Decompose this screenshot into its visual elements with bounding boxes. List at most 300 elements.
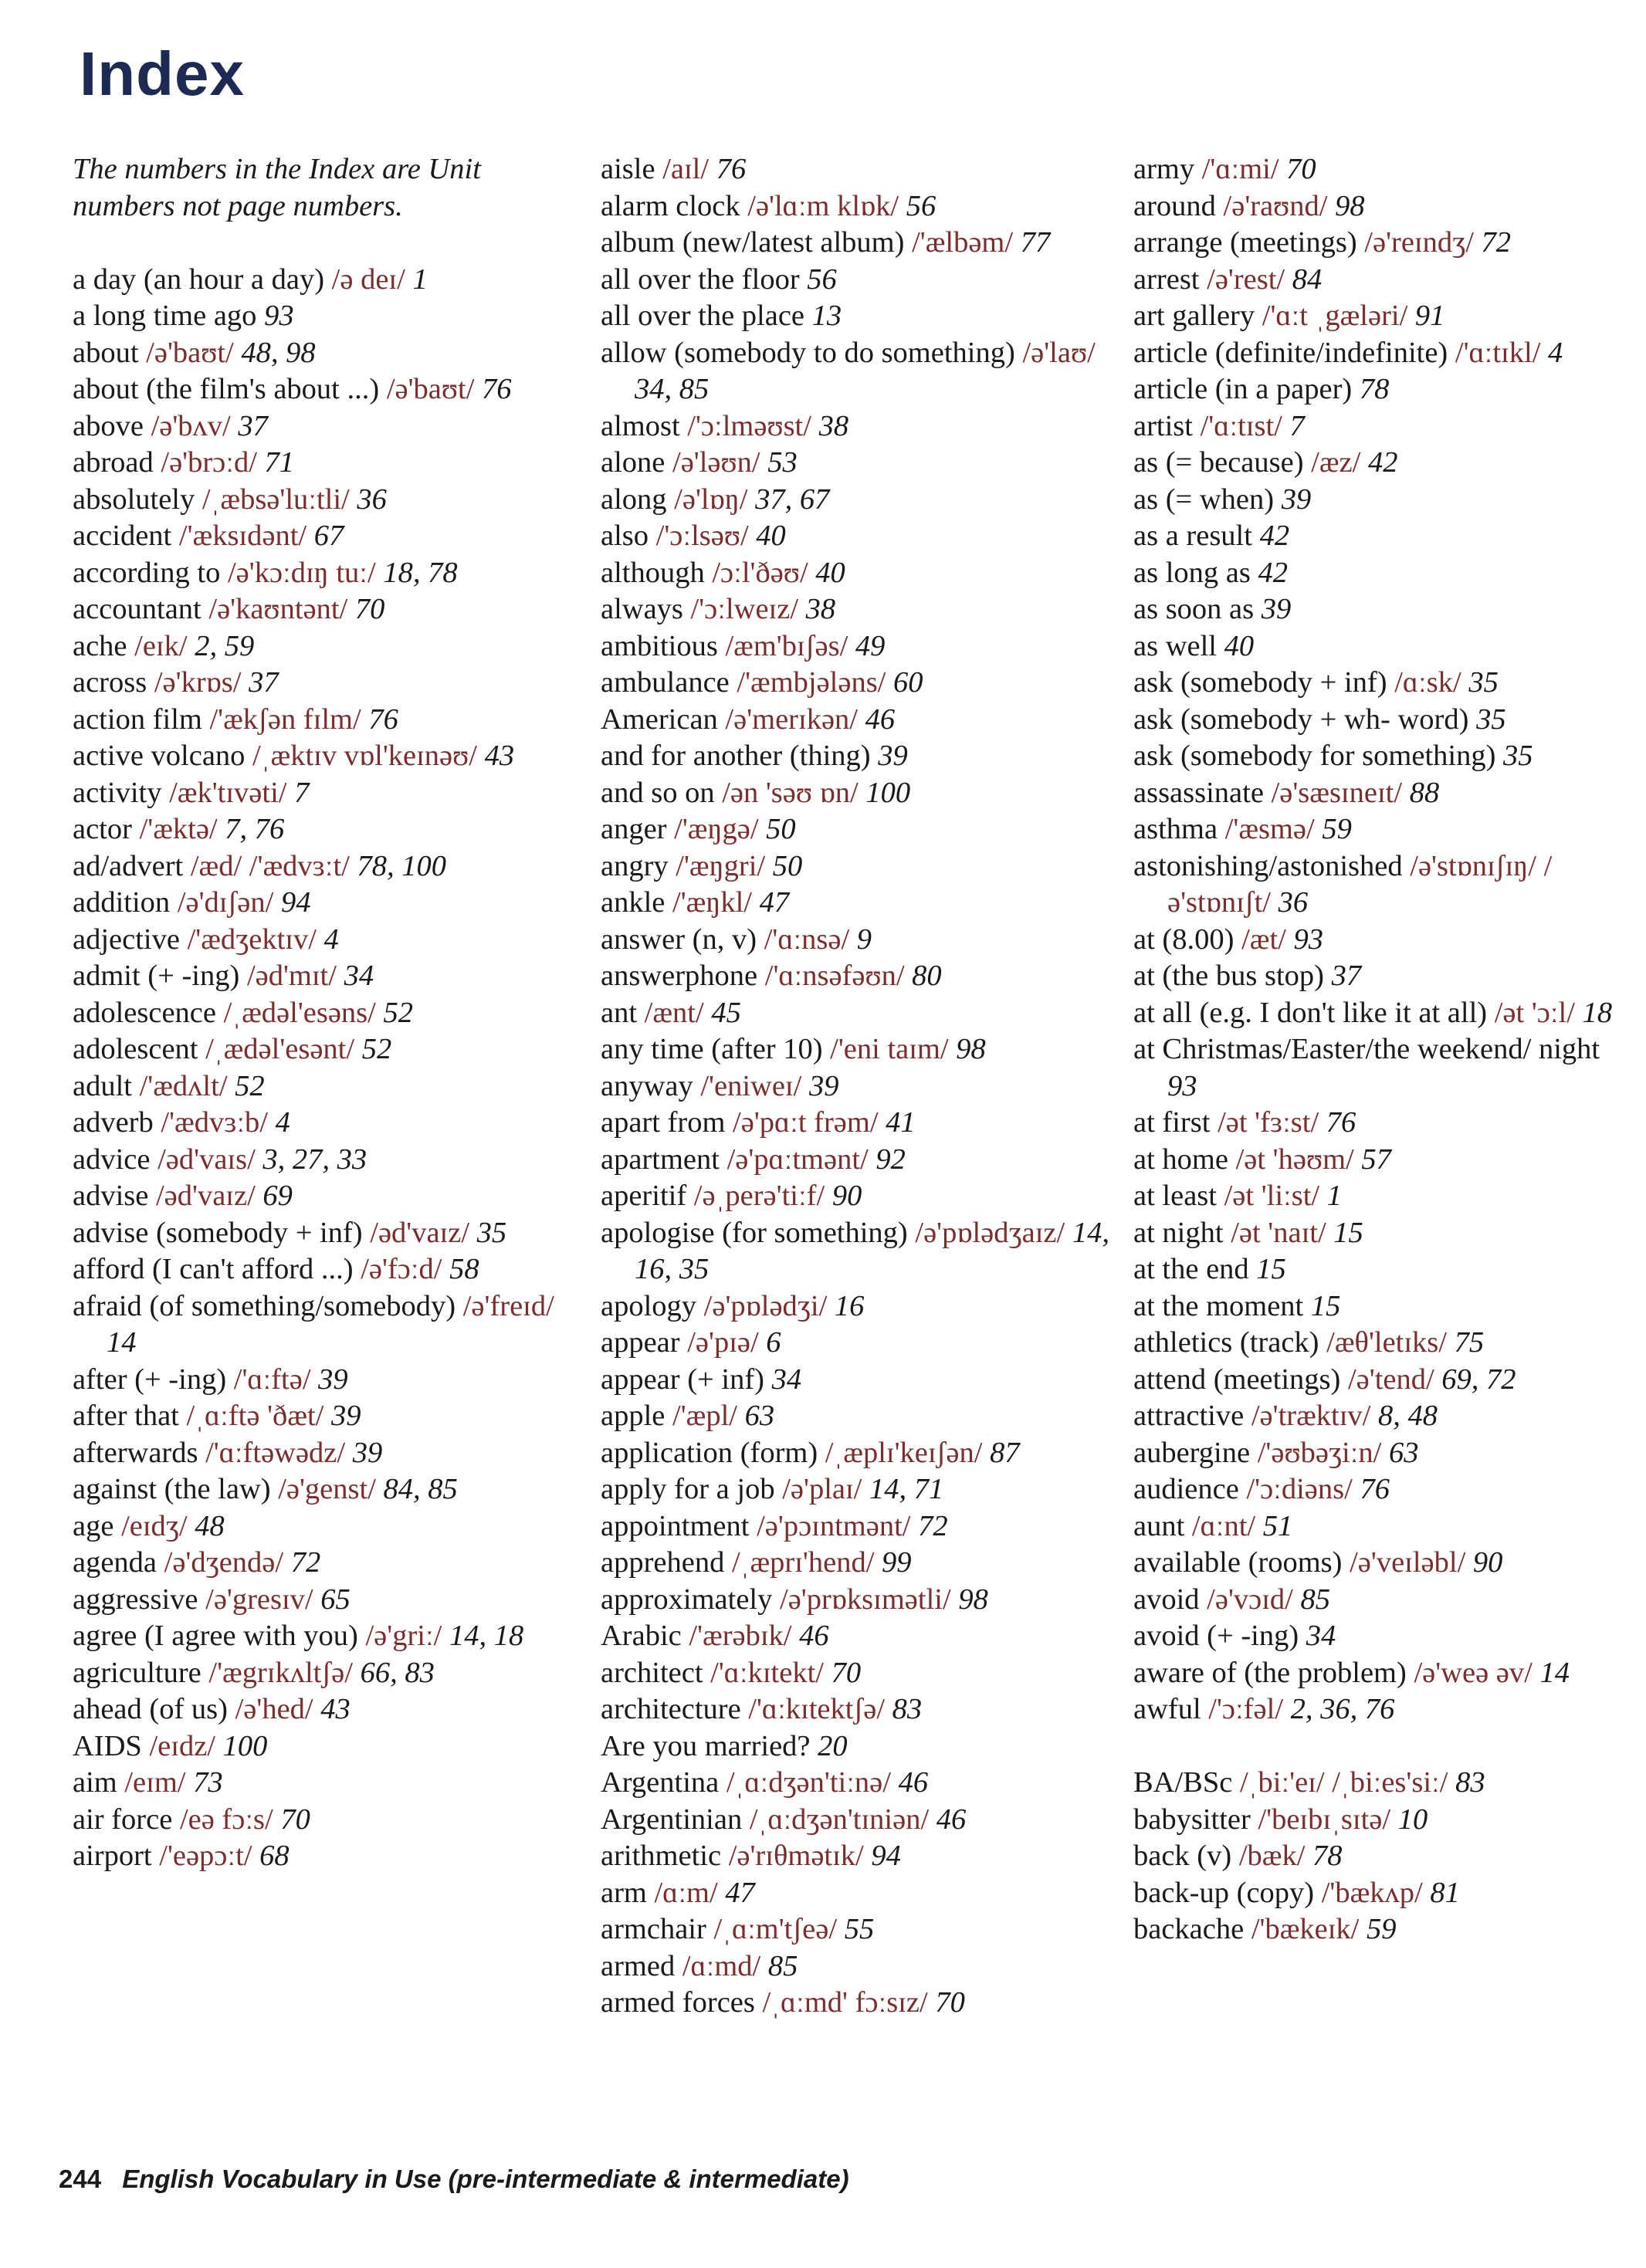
index-entry: [601, 262, 1110, 299]
entry-headword: armchair: [601, 1913, 706, 1945]
entry-headword: aunt: [1133, 1509, 1185, 1542]
index-entry: [601, 702, 1110, 739]
entry-headword: action film: [73, 702, 202, 736]
index-column-3: [1133, 151, 1635, 1948]
index-entry: [73, 262, 582, 299]
index-entry: [601, 591, 1110, 628]
entry-unit-refs: 1: [412, 262, 428, 296]
entry-unit-refs: 78: [1312, 1840, 1343, 1872]
index-entry: [1133, 738, 1635, 775]
entry-headword: aware of (the problem): [1133, 1656, 1407, 1689]
index-entry: [1133, 1691, 1635, 1728]
index-entry: [73, 628, 582, 665]
entry-phonetic: /eɪk/: [134, 629, 188, 662]
index-entry: [601, 1105, 1110, 1142]
entry-headword: advise: [73, 1180, 149, 1212]
entry-phonetic: /ə'reɪndʒ/: [1364, 226, 1474, 259]
entry-phonetic: /'ækʃən fɪlm/: [209, 702, 361, 736]
entry-phonetic: /əˌperə'tiːf/: [693, 1180, 825, 1212]
index-entry: [73, 1105, 582, 1142]
entry-unit-refs: 59: [1367, 1913, 1397, 1945]
index-entry: [1133, 298, 1635, 335]
entry-unit-refs: 39: [330, 1400, 361, 1432]
index-entry: [73, 1142, 582, 1179]
index-entry: [601, 1985, 1110, 2022]
entry-unit-refs: 16: [834, 1289, 865, 1322]
entry-headword: arm: [601, 1876, 647, 1909]
entry-headword: article (in a paper): [1133, 373, 1353, 405]
index-entry: [73, 445, 582, 482]
entry-unit-refs: 35: [1476, 702, 1506, 736]
entry-phonetic: /eɪm/: [124, 1766, 186, 1799]
entry-headword: apple: [601, 1400, 666, 1432]
entry-headword: armed forces: [601, 1986, 755, 2019]
index-entry: [1133, 1325, 1635, 1362]
entry-unit-refs: 34: [1306, 1620, 1336, 1652]
index-column-1: [73, 151, 582, 1875]
entry-phonetic: /bæk/: [1238, 1840, 1306, 1872]
entry-unit-refs: 45: [711, 996, 741, 1029]
entry-phonetic: /aɪl/: [662, 153, 710, 185]
index-entry: [73, 1802, 582, 1839]
index-entry: [73, 995, 582, 1032]
entry-phonetic: /ən 'səʊ ɒn/: [722, 776, 859, 809]
index-entry: [601, 1948, 1110, 1985]
index-entry: [73, 702, 582, 739]
index-entry: [601, 1178, 1110, 1215]
entry-phonetic: /'æksɪdənt/: [178, 520, 307, 552]
entry-phonetic: /æθ'letɪks/: [1326, 1326, 1447, 1359]
entry-headword: adjective: [73, 922, 180, 956]
entry-phonetic: /'æŋkl/: [672, 886, 752, 919]
index-entry: [1133, 188, 1635, 225]
entry-unit-refs: 99: [882, 1546, 912, 1579]
entry-phonetic: /ə'ləʊn/: [672, 446, 760, 479]
entry-phonetic: /'ɔːfəl/: [1208, 1693, 1284, 1725]
index-entry: [73, 1178, 582, 1215]
entry-unit-refs: 43: [320, 1693, 351, 1725]
entry-unit-refs: 38: [805, 593, 836, 625]
index-entry: [601, 1582, 1110, 1619]
entry-phonetic: /'ædvɜːb/: [161, 1106, 268, 1139]
entry-unit-refs: 71: [264, 446, 295, 479]
entry-phonetic: /ˌædəl'esənt/: [205, 1033, 355, 1065]
index-entry: [601, 775, 1110, 812]
entry-unit-refs: 43: [484, 740, 515, 772]
entry-unit-refs: 76: [368, 702, 398, 736]
entry-phonetic: /ə'kɔːdɪŋ tuː/: [227, 556, 376, 589]
entry-headword: apologise (for something): [601, 1216, 908, 1249]
index-entry: [601, 225, 1110, 262]
entry-phonetic: /'ærəbɪk/: [689, 1620, 792, 1652]
entry-phonetic: /ə'veɪləbl/: [1350, 1546, 1466, 1579]
entry-headword: apart from: [601, 1106, 726, 1139]
entry-phonetic: /ə'gresɪv/: [205, 1583, 313, 1616]
entry-headword: adolescent: [73, 1033, 198, 1065]
entry-unit-refs: 70: [935, 1986, 965, 2019]
entry-list-2: [601, 151, 1110, 2022]
entry-phonetic: /ə'baʊt/: [386, 373, 475, 405]
entry-unit-refs: 85: [1300, 1583, 1330, 1616]
index-entry: [1133, 1178, 1635, 1215]
index-entry: [1133, 1545, 1635, 1582]
entry-unit-refs: 76: [716, 153, 747, 185]
page-title: Index: [80, 39, 245, 108]
entry-phonetic: /'beɪbɪˌsɪtə/: [1258, 1803, 1391, 1836]
entry-phonetic: /ə'freɪd/: [462, 1289, 554, 1322]
index-entry: [1133, 1802, 1635, 1839]
index-entry: [1133, 1362, 1635, 1399]
entry-unit-refs: 39: [878, 740, 908, 772]
index-entry: [73, 482, 582, 519]
index-entry: [601, 335, 1110, 408]
index-intro: The numbers in the Index are Unit numbers not page numbers.: [73, 153, 481, 222]
entry-phonetic: /ˌæktɪv vɒl'keɪnəʊ/: [252, 740, 477, 772]
entry-unit-refs: 52: [235, 1069, 265, 1102]
entry-unit-refs: 47: [725, 1876, 755, 1909]
page-number: 244: [59, 2165, 102, 2193]
entry-headword: although: [601, 556, 705, 589]
entry-unit-refs: 80: [912, 960, 942, 992]
entry-unit-refs: 9: [856, 922, 872, 956]
index-entry: [1133, 922, 1635, 959]
entry-phonetic: /'ɑːtɪst/: [1200, 409, 1282, 442]
entry-unit-refs: 63: [1388, 1436, 1419, 1469]
index-entry: [1133, 1582, 1635, 1619]
entry-unit-refs: 35: [1468, 666, 1499, 699]
entry-headword: apprehend: [601, 1546, 725, 1579]
index-entry: [1133, 1911, 1635, 1948]
entry-headword: at the end: [1133, 1253, 1249, 1285]
entry-headword: as soon as: [1133, 593, 1255, 625]
entry-phonetic: /ə'stɒnɪʃɪŋ/ /ə'stɒnɪʃt/: [1167, 849, 1553, 919]
entry-headword: at first: [1133, 1106, 1211, 1139]
entry-headword: angry: [601, 849, 669, 882]
entry-headword: ambitious: [601, 629, 718, 662]
entry-headword: after (+ -ing): [73, 1362, 227, 1396]
index-entry: [73, 518, 582, 555]
entry-unit-refs: 94: [280, 886, 311, 919]
entry-phonetic: /ə'genst/: [278, 1473, 376, 1505]
entry-unit-refs: 58: [449, 1253, 479, 1285]
entry-headword: AIDS: [73, 1729, 142, 1762]
index-entry: [601, 1142, 1110, 1179]
entry-unit-refs: 90: [831, 1180, 862, 1212]
entry-headword: appear: [601, 1326, 680, 1359]
entry-unit-refs: 67: [313, 520, 344, 552]
index-entry: [601, 555, 1110, 592]
entry-unit-refs: 38: [818, 409, 849, 442]
entry-unit-refs: 34: [344, 960, 374, 992]
entry-headword: Argentinian: [601, 1803, 743, 1836]
entry-unit-refs: 4: [323, 922, 339, 956]
index-entry: [73, 775, 582, 812]
entry-phonetic: /ə'raʊnd/: [1223, 189, 1328, 222]
index-entry: [1133, 518, 1635, 555]
index-entry: [1133, 848, 1635, 922]
entry-unit-refs: 57: [1361, 1142, 1391, 1176]
entry-headword: above: [73, 409, 144, 442]
entry-phonetic: /'ɑːmi/: [1201, 153, 1279, 185]
entry-unit-refs: 100: [865, 776, 911, 809]
entry-unit-refs: 37: [1331, 960, 1362, 992]
entry-headword: as (= because): [1133, 446, 1304, 479]
index-entry: [73, 1655, 582, 1692]
entry-phonetic: /ə'kaʊntənt/: [208, 593, 348, 625]
entry-phonetic: /əd'vaɪz/: [155, 1180, 256, 1212]
entry-unit-refs: 78: [1359, 373, 1390, 405]
entry-unit-refs: 83: [892, 1693, 923, 1725]
entry-headword: age: [73, 1509, 114, 1542]
entry-phonetic: /æm'bɪʃəs/: [725, 629, 848, 662]
entry-unit-refs: 18: [1582, 996, 1613, 1029]
entry-headword: aperitif: [601, 1180, 687, 1212]
entry-phonetic: /ə'merɪkən/: [725, 702, 858, 736]
entry-unit-refs: 78, 100: [357, 849, 447, 882]
entry-phonetic: /əd'vaɪz/: [370, 1216, 470, 1249]
index-entry: [73, 848, 582, 885]
entry-phonetic: /ˌɑːftə 'ðæt/: [186, 1400, 324, 1432]
entry-phonetic: /'æŋgə/: [674, 813, 759, 845]
index-entry: [1133, 408, 1635, 445]
index-entry: [73, 1435, 582, 1472]
entry-headword: actor: [73, 813, 132, 845]
index-entry: [73, 1728, 582, 1765]
entry-headword: around: [1133, 189, 1216, 222]
entry-phonetic: /'æpl/: [672, 1400, 737, 1432]
index-entry: [73, 1545, 582, 1582]
entry-headword: ant: [601, 996, 638, 1029]
entry-phonetic: /ə'træktɪv/: [1251, 1400, 1371, 1432]
entry-headword: about: [73, 336, 139, 369]
index-entry: [1133, 1398, 1635, 1435]
entry-phonetic: /ə'vɔɪd/: [1207, 1583, 1293, 1616]
index-entry: [1133, 335, 1635, 372]
entry-phonetic: /'eni taɪm/: [830, 1033, 949, 1065]
entry-headword: about (the film's about ...): [73, 373, 380, 405]
entry-unit-refs: 36: [357, 482, 387, 516]
index-entry: [1133, 628, 1635, 665]
entry-phonetic: /eɪdz/: [149, 1729, 215, 1762]
entry-unit-refs: 8, 48: [1377, 1400, 1438, 1432]
index-entry: [601, 188, 1110, 225]
entry-phonetic: /æt/: [1241, 922, 1286, 956]
index-entry: [1133, 1435, 1635, 1472]
index-entry: [601, 848, 1110, 885]
entry-headword: allow (somebody to do something): [601, 336, 1015, 369]
entry-headword: aubergine: [1133, 1436, 1251, 1469]
entry-unit-refs: 53: [767, 446, 798, 479]
index-entry: [73, 665, 582, 702]
index-entry: [1133, 958, 1635, 995]
entry-headword: across: [73, 666, 147, 699]
entry-phonetic: /'æsmə/: [1224, 813, 1315, 845]
entry-headword: activity: [73, 776, 162, 809]
entry-headword: appointment: [601, 1509, 750, 1542]
index-entry: [601, 1875, 1110, 1912]
entry-headword: article (definite/indefinite): [1133, 336, 1448, 369]
index-entry: [1133, 1251, 1635, 1288]
entry-headword: American: [601, 702, 718, 736]
index-entry: [73, 1251, 582, 1288]
entry-unit-refs: 39: [352, 1436, 383, 1469]
entry-phonetic: /ət 'ɔːl/: [1494, 996, 1575, 1029]
entry-headword: back (v): [1133, 1840, 1232, 1872]
entry-headword: armed: [601, 1949, 676, 1982]
entry-unit-refs: 70: [831, 1656, 862, 1689]
index-entry: [601, 665, 1110, 702]
entry-phonetic: /'ægrɪkʌltʃə/: [208, 1656, 353, 1689]
index-entry: [601, 1655, 1110, 1692]
entry-unit-refs: 72: [918, 1509, 948, 1542]
index-entry: [601, 922, 1110, 959]
entry-unit-refs: 98: [956, 1033, 986, 1065]
entry-headword: and for another (thing): [601, 740, 871, 772]
index-entry: [1133, 811, 1635, 848]
index-entry: [601, 1545, 1110, 1582]
entry-unit-refs: 39: [808, 1069, 839, 1102]
entry-unit-refs: 37, 67: [755, 482, 830, 516]
entry-phonetic: /ət 'liːst/: [1224, 1180, 1320, 1212]
entry-headword: at (the bus stop): [1133, 960, 1324, 992]
entry-unit-refs: 98: [958, 1583, 988, 1616]
index-entry: [601, 1398, 1110, 1435]
entry-unit-refs: 15: [1333, 1216, 1363, 1249]
entry-unit-refs: 48: [195, 1509, 225, 1542]
entry-headword: ankle: [601, 886, 666, 919]
entry-unit-refs: 88: [1409, 776, 1440, 809]
entry-headword: apply for a job: [601, 1473, 775, 1505]
entry-phonetic: /ə'fɔːd/: [361, 1253, 442, 1285]
index-entry: [601, 628, 1110, 665]
entry-headword: Are you married?: [601, 1729, 811, 1762]
entry-headword: also: [601, 520, 649, 552]
index-entry: [73, 555, 582, 592]
entry-phonetic: /əd'mɪt/: [246, 960, 337, 992]
index-entry: [73, 1288, 582, 1362]
entry-headword: back-up (copy): [1133, 1876, 1315, 1909]
entry-unit-refs: 39: [1261, 593, 1292, 625]
index-entry: [601, 1765, 1110, 1802]
index-entry: [73, 1398, 582, 1435]
entry-headword: admit (+ -ing): [73, 960, 240, 992]
entry-phonetic: /ə'baʊt/: [146, 336, 234, 369]
index-entry: [1133, 995, 1635, 1032]
entry-phonetic: /'ɑːftə/: [233, 1362, 311, 1396]
entry-headword: at least: [1133, 1180, 1217, 1212]
entry-unit-refs: 4: [1548, 336, 1563, 369]
index-entry: [73, 591, 582, 628]
entry-unit-refs: 3, 27, 33: [262, 1142, 367, 1176]
entry-phonetic: /'ɔːlsəʊ/: [655, 520, 749, 552]
entry-headword: architect: [601, 1656, 703, 1689]
entry-headword: agriculture: [73, 1656, 202, 1689]
entry-phonetic: /eɪdʒ/: [121, 1509, 188, 1542]
entry-phonetic: /ə'hed/: [235, 1693, 313, 1725]
entry-unit-refs: 7: [294, 776, 310, 809]
entry-headword: ask (somebody + wh- word): [1133, 702, 1469, 736]
entry-phonetic: /'ɑːnsəfəʊn/: [764, 960, 905, 992]
entry-headword: against (the law): [73, 1473, 271, 1505]
index-entry: [1133, 1655, 1635, 1692]
entry-headword: backache: [1133, 1913, 1245, 1945]
index-entry: [1133, 1618, 1635, 1655]
index-entry: [73, 1618, 582, 1655]
entry-unit-refs: 52: [383, 996, 413, 1029]
entry-unit-refs: 37: [238, 409, 268, 442]
entry-headword: apartment: [601, 1142, 720, 1176]
entry-headword: agenda: [73, 1546, 157, 1579]
entry-unit-refs: 83: [1455, 1766, 1485, 1799]
entry-headword: available (rooms): [1133, 1546, 1343, 1579]
entry-unit-refs: 10: [1397, 1803, 1428, 1836]
entry-phonetic: /ˌæplɪ'keɪʃən/: [825, 1436, 983, 1469]
entry-headword: advise (somebody + inf): [73, 1216, 363, 1249]
entry-headword: ambulance: [601, 666, 730, 699]
entry-phonetic: /ə'brɔːd/: [161, 446, 257, 479]
entry-unit-refs: 90: [1472, 1546, 1503, 1579]
entry-unit-refs: 98: [1335, 189, 1365, 222]
entry-phonetic: /'ɔːlweɪz/: [690, 593, 799, 625]
entry-phonetic: /ət 'həʊm/: [1235, 1142, 1354, 1176]
index-entry: [73, 922, 582, 959]
entry-unit-refs: 34, 85: [635, 373, 710, 405]
entry-phonetic: /'æŋgri/: [676, 849, 766, 882]
entry-phonetic: /ə'pɔɪntmənt/: [757, 1509, 911, 1542]
entry-phonetic: /ət 'fɜːst/: [1218, 1106, 1319, 1139]
entry-phonetic: /'ædʒektɪv/: [187, 922, 317, 956]
entry-headword: at Christmas/Easter/the weekend/ night: [1133, 1033, 1600, 1065]
entry-phonetic: /ˌæprɪ'hend/: [731, 1546, 875, 1579]
entry-unit-refs: 51: [1262, 1509, 1293, 1542]
entry-headword: air force: [73, 1803, 173, 1836]
entry-phonetic: /ə'tend/: [1347, 1362, 1434, 1396]
entry-headword: accountant: [73, 593, 202, 625]
page-footer: [59, 2165, 849, 2194]
entry-unit-refs: 6: [766, 1326, 781, 1359]
index-entry: [601, 811, 1110, 848]
index-entry: [601, 408, 1110, 445]
entry-phonetic: /'ɑːftəwədz/: [205, 1436, 346, 1469]
entry-unit-refs: 66, 83: [360, 1656, 435, 1689]
entry-unit-refs: 41: [886, 1106, 916, 1139]
entry-unit-refs: 39: [1281, 482, 1312, 516]
entry-unit-refs: 94: [871, 1840, 901, 1872]
entry-headword: avoid (+ -ing): [1133, 1620, 1299, 1652]
entry-phonetic: /'ɑːnsə/: [764, 922, 850, 956]
entry-phonetic: /'ɑːkɪtektʃə/: [748, 1693, 886, 1725]
entry-headword: advice: [73, 1142, 151, 1176]
entry-headword: aisle: [601, 153, 655, 185]
entry-headword: a long time ago: [73, 300, 257, 332]
entry-unit-refs: 7: [1289, 409, 1305, 442]
index-entry: [73, 738, 582, 775]
entry-phonetic: /ɑːm/: [654, 1876, 718, 1909]
entry-headword: Arabic: [601, 1620, 682, 1652]
entry-phonetic: /ə'pɒlədʒi/: [703, 1289, 828, 1322]
entry-unit-refs: 20: [818, 1729, 848, 1762]
index-entry: [73, 1691, 582, 1728]
entry-headword: attractive: [1133, 1400, 1245, 1432]
entry-unit-refs: 76: [1326, 1106, 1356, 1139]
entry-unit-refs: 49: [855, 629, 886, 662]
entry-headword: accident: [73, 520, 172, 552]
entry-headword: anyway: [601, 1069, 693, 1102]
entry-unit-refs: 92: [875, 1142, 906, 1176]
entry-unit-refs: 73: [193, 1766, 223, 1799]
entry-unit-refs: 70: [280, 1803, 310, 1836]
index-entry: [601, 1362, 1110, 1399]
